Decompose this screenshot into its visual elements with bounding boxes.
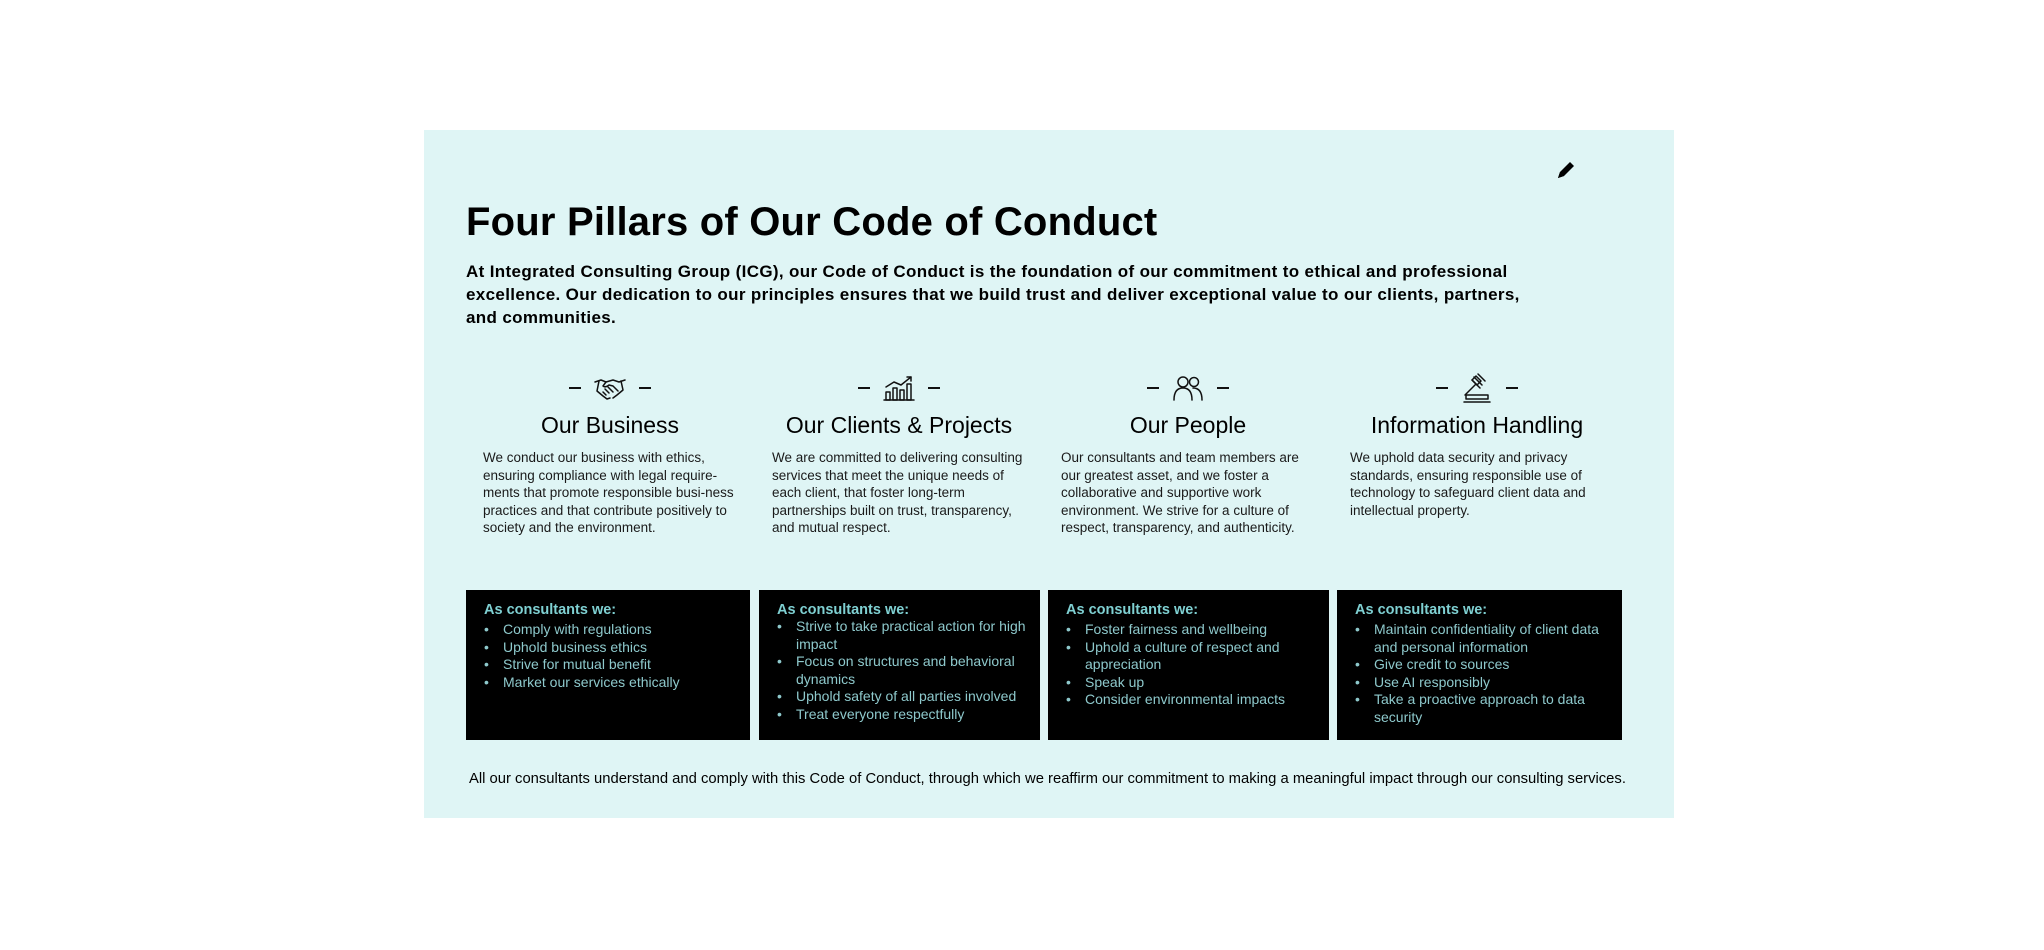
gavel-icon bbox=[1460, 371, 1494, 405]
pillar-icon-row bbox=[465, 370, 755, 406]
box-heading: As consultants we: bbox=[1355, 602, 1488, 618]
consultants-box-information bbox=[1337, 590, 1622, 740]
list-item: • Treat everyone respectfully bbox=[777, 706, 1026, 724]
list-item: • Uphold business ethics bbox=[484, 639, 736, 657]
pillar-information-handling bbox=[1332, 370, 1622, 519]
intro-text: At Integrated Consulting Group (ICG), our Code of Conduct is the foundation of our commitment to ethical and professional excellence. Our dedication to our principles ensures that we build trust and deliver exceptional value to our clients, partners, and communities. bbox=[466, 262, 1520, 327]
code-of-conduct-slide bbox=[424, 130, 1674, 818]
box-heading: As consultants we: bbox=[777, 602, 910, 618]
pillar-icon-row bbox=[1332, 370, 1622, 406]
bar-chart-icon bbox=[882, 371, 916, 405]
bullet-list bbox=[1355, 621, 1608, 727]
page-title: Four Pillars of Our Code of Conduct bbox=[466, 200, 1158, 244]
pencil-icon[interactable] bbox=[1554, 158, 1578, 182]
box-heading: As consultants we: bbox=[484, 602, 617, 618]
footer-statement: All our consultants understand and comply with this Code of Conduct, through which we reaffirm our commitment to making a meaningful impact through our consulting services. bbox=[469, 771, 1626, 787]
list-item: • Strive to take practical action for high impact bbox=[777, 618, 1026, 653]
pillar-our-business bbox=[465, 370, 755, 537]
pillar-description: We are committed to delivering consulting services that meet the unique needs of each client, that foster long-term partnerships built on trust, transparency, and mutual respect. bbox=[772, 450, 1023, 536]
pillar-clients-projects bbox=[754, 370, 1044, 537]
pillar-description: Our consultants and team members are our greatest asset, and we foster a collaborative and supportive work environment. We strive for a culture of respect, transparency, and authenticity. bbox=[1061, 450, 1299, 536]
dash-decoration bbox=[1217, 387, 1229, 389]
consultants-box-business bbox=[466, 590, 750, 740]
list-item: • Take a proactive approach to data security bbox=[1355, 691, 1608, 726]
dash-decoration bbox=[1436, 387, 1448, 389]
consultants-box-clients bbox=[759, 590, 1040, 740]
pillar-our-people bbox=[1043, 370, 1333, 537]
list-item: • Comply with regulations bbox=[484, 621, 736, 639]
list-item: • Uphold safety of all parties involved bbox=[777, 688, 1026, 706]
bullet-list bbox=[484, 621, 736, 691]
list-item: • Use AI responsibly bbox=[1355, 674, 1608, 692]
handshake-icon bbox=[593, 371, 627, 405]
list-item: • Speak up bbox=[1066, 674, 1315, 692]
pillar-heading: Our People bbox=[1129, 412, 1247, 438]
list-item: • Foster fairness and wellbeing bbox=[1066, 621, 1315, 639]
box-heading: As consultants we: bbox=[1066, 602, 1199, 618]
dash-decoration bbox=[1147, 387, 1159, 389]
list-item: • Strive for mutual benefit bbox=[484, 656, 736, 674]
list-item: • Maintain confidentiality of client data and personal information bbox=[1355, 621, 1608, 656]
pillar-description: We conduct our business with ethics, ensuring compliance with legal require-ments that promote responsible busi-ness practices and that contribute positively to society and the environment. bbox=[483, 450, 734, 536]
people-icon bbox=[1171, 371, 1205, 405]
pillar-heading: Our Business bbox=[540, 412, 680, 438]
consultants-box-people bbox=[1048, 590, 1329, 740]
dash-decoration bbox=[569, 387, 581, 389]
pillar-icon-row bbox=[754, 370, 1044, 406]
bullet-list bbox=[1066, 621, 1315, 709]
dash-decoration bbox=[858, 387, 870, 389]
dash-decoration bbox=[639, 387, 651, 389]
list-item: • Uphold a culture of respect and appreciation bbox=[1066, 639, 1315, 674]
bullet-list bbox=[777, 618, 1026, 724]
pillar-heading: Our Clients & Projects bbox=[785, 412, 1013, 438]
list-item: • Consider environmental impacts bbox=[1066, 691, 1315, 709]
pillar-heading: Information Handling bbox=[1370, 412, 1584, 438]
pillar-description: We uphold data security and privacy standards, ensuring responsible use of technology to safeguard client data and intellectual property. bbox=[1350, 450, 1586, 518]
list-item: • Market our services ethically bbox=[484, 674, 736, 692]
pillar-icon-row bbox=[1043, 370, 1333, 406]
list-item: • Focus on structures and behavioral dynamics bbox=[777, 653, 1026, 688]
list-item: • Give credit to sources bbox=[1355, 656, 1608, 674]
dash-decoration bbox=[1506, 387, 1518, 389]
dash-decoration bbox=[928, 387, 940, 389]
